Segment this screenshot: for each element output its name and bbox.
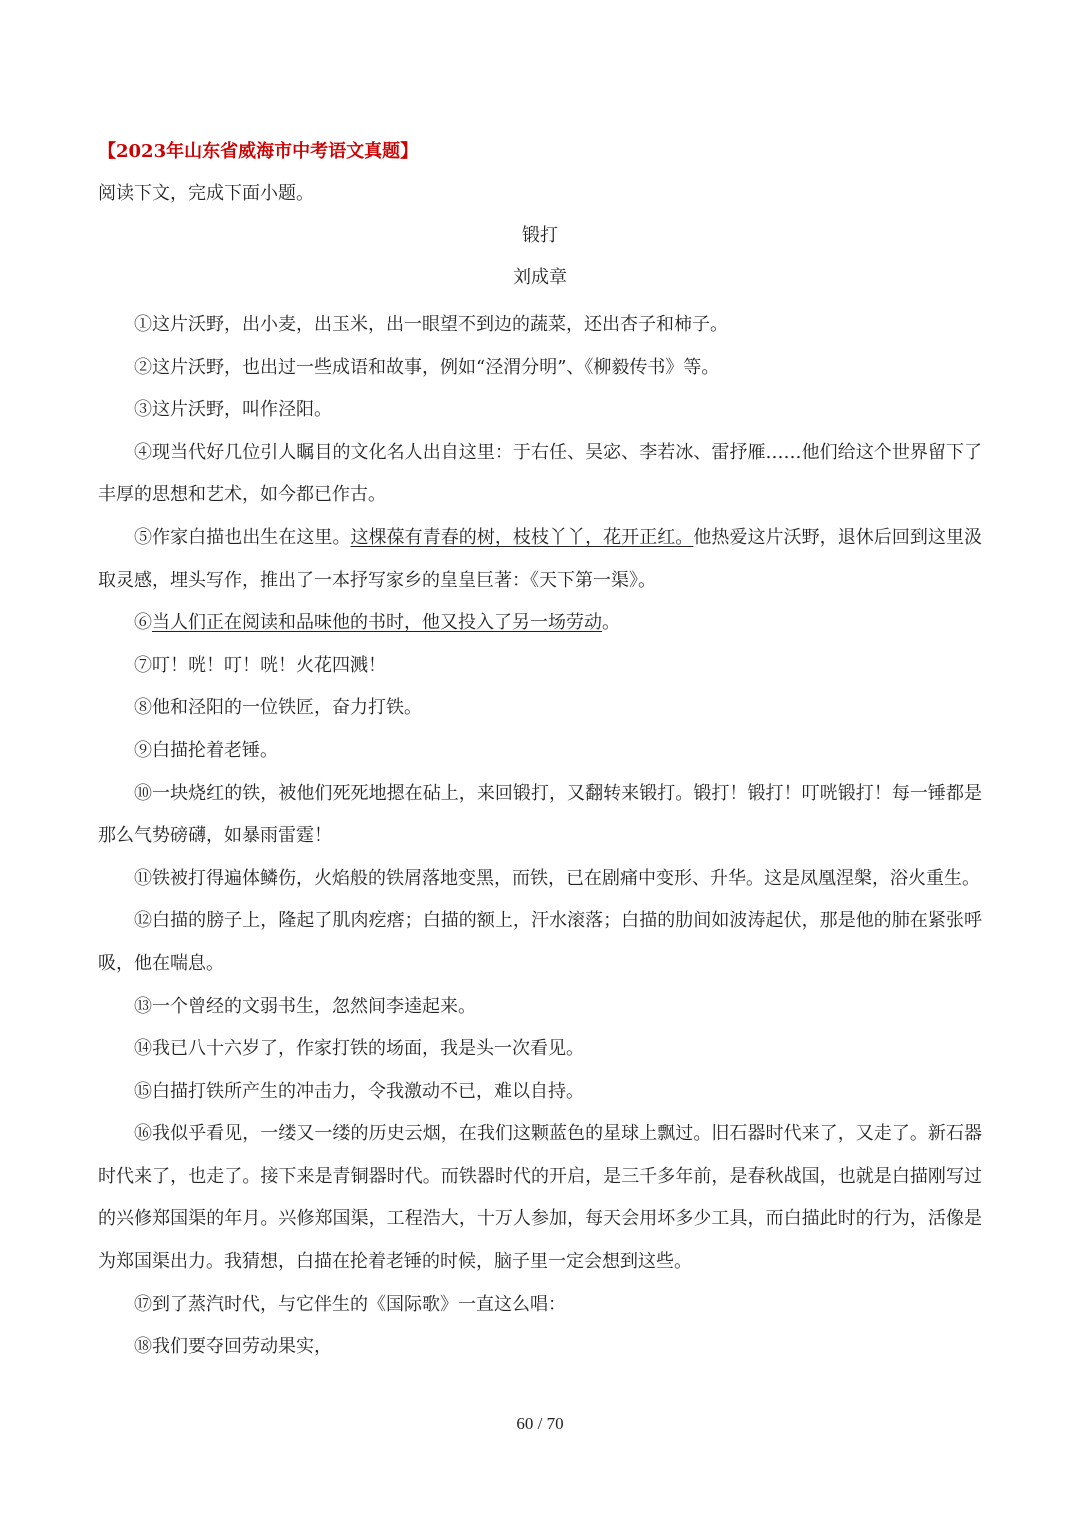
- page-number: 60 / 70: [516, 1414, 564, 1433]
- article-author: 刘成章: [513, 267, 567, 288]
- underlined-sentence-5: 这棵葆有青春的树，枝枝丫丫，花开正红。: [350, 526, 694, 548]
- paragraph-4: ④现当代好几位引人瞩目的文化名人出自这里：于右任、吴宓、李若冰、雷抒雁……他们给这个世界留下了丰厚的思想和艺术，如今都已作古。: [98, 441, 982, 506]
- article-body: [98, 304, 982, 1369]
- paragraph-7: ⑦叮！咣！叮！咣！火花四溅！: [134, 654, 386, 676]
- exam-title: 【2023年山东省威海市中考语文真题】: [98, 141, 419, 162]
- paragraph-15: ⑮白描打铁所产生的冲击力，令我激动不已，难以自持。: [134, 1080, 584, 1102]
- paragraph-11: ⑪铁被打得遍体鳞伤，火焰般的铁屑落地变黑，而铁，已在剧痛中变形、升华。这是凤凰涅槃，浴火重生。: [134, 867, 980, 889]
- paragraph-1: ①这片沃野，出小麦，出玉米，出一眼望不到边的蔬菜，还出杏子和柿子。: [134, 314, 728, 335]
- paragraph-12: ⑫白描的膀子上，隆起了肌肉疙瘩；白描的额上，汗水滚落；白描的肋间如波涛起伏，那是他的肺在紧张呼吸，他在喘息。: [98, 910, 982, 974]
- paragraph-6-number: ⑥: [134, 612, 152, 634]
- paragraph-6: [98, 602, 982, 645]
- underlined-sentence-6: 当人们正在阅读和品味他的书时，他又投入了另一场劳动: [152, 612, 602, 634]
- paragraph-2: ②这片沃野，也出过一些成语和故事，例如“泾渭分明”、《柳毅传书》等。: [134, 356, 720, 378]
- reading-instruction: 阅读下文，完成下面小题。: [98, 183, 314, 204]
- paragraph-9: ⑨白描抡着老锤。: [134, 739, 278, 761]
- paragraph-8: ⑧他和泾阳的一位铁匠，奋力打铁。: [134, 697, 422, 719]
- paragraph-5: [98, 517, 982, 602]
- paragraph-6-end: 。: [602, 612, 620, 634]
- paragraph-10: ⑩一块烧红的铁，被他们死死地摁在砧上，来回锻打，又翻转来锻打。锻打！锻打！叮咣锻打！每一锤都是那么气势磅礴，如暴雨雷霆！: [98, 782, 982, 847]
- paragraph-17: ⑰到了蒸汽时代，与它伴生的《国际歌》一直这么唱：: [134, 1293, 566, 1315]
- paragraph-5-rest: 他热爱这片沃野，退休后回到这里汲取灵感，埋头写作，推出了一本抒写家乡的皇皇巨著：《天下第一渠》。: [98, 526, 983, 591]
- paragraph-16: ⑯我似乎看见，一缕又一缕的历史云烟，在我们这颗蓝色的星球上飘过。旧石器时代来了，又走了。新石器时代来了，也走了。接下来是青铜器时代。而铁器时代的开启，是三千多年前，是春秋战国，也就是白描刚写过的兴修郑国渠的年月。兴修郑国渠，工程浩大，十万人参加，每天会用坏多少工具，而白描此时的行为，活像是为郑国渠出力。我猜想，白描在抡着老锤的时候，脑子里一定会想到这些。: [98, 1123, 982, 1273]
- paragraph-18: ⑱我们要夺回劳动果实，: [134, 1336, 332, 1358]
- paragraph-14: ⑭我已八十六岁了，作家打铁的场面，我是头一次看见。: [134, 1038, 584, 1060]
- paragraph-3: ③这片沃野，叫作泾阳。: [134, 399, 332, 421]
- document-page: [98, 136, 982, 1369]
- paragraph-13: ⑬一个曾经的文弱书生，忽然间李逵起来。: [134, 995, 476, 1017]
- paragraph-5-lead: ⑤作家白描也出生在这里。: [134, 526, 351, 548]
- article-title: 锻打: [522, 225, 558, 246]
